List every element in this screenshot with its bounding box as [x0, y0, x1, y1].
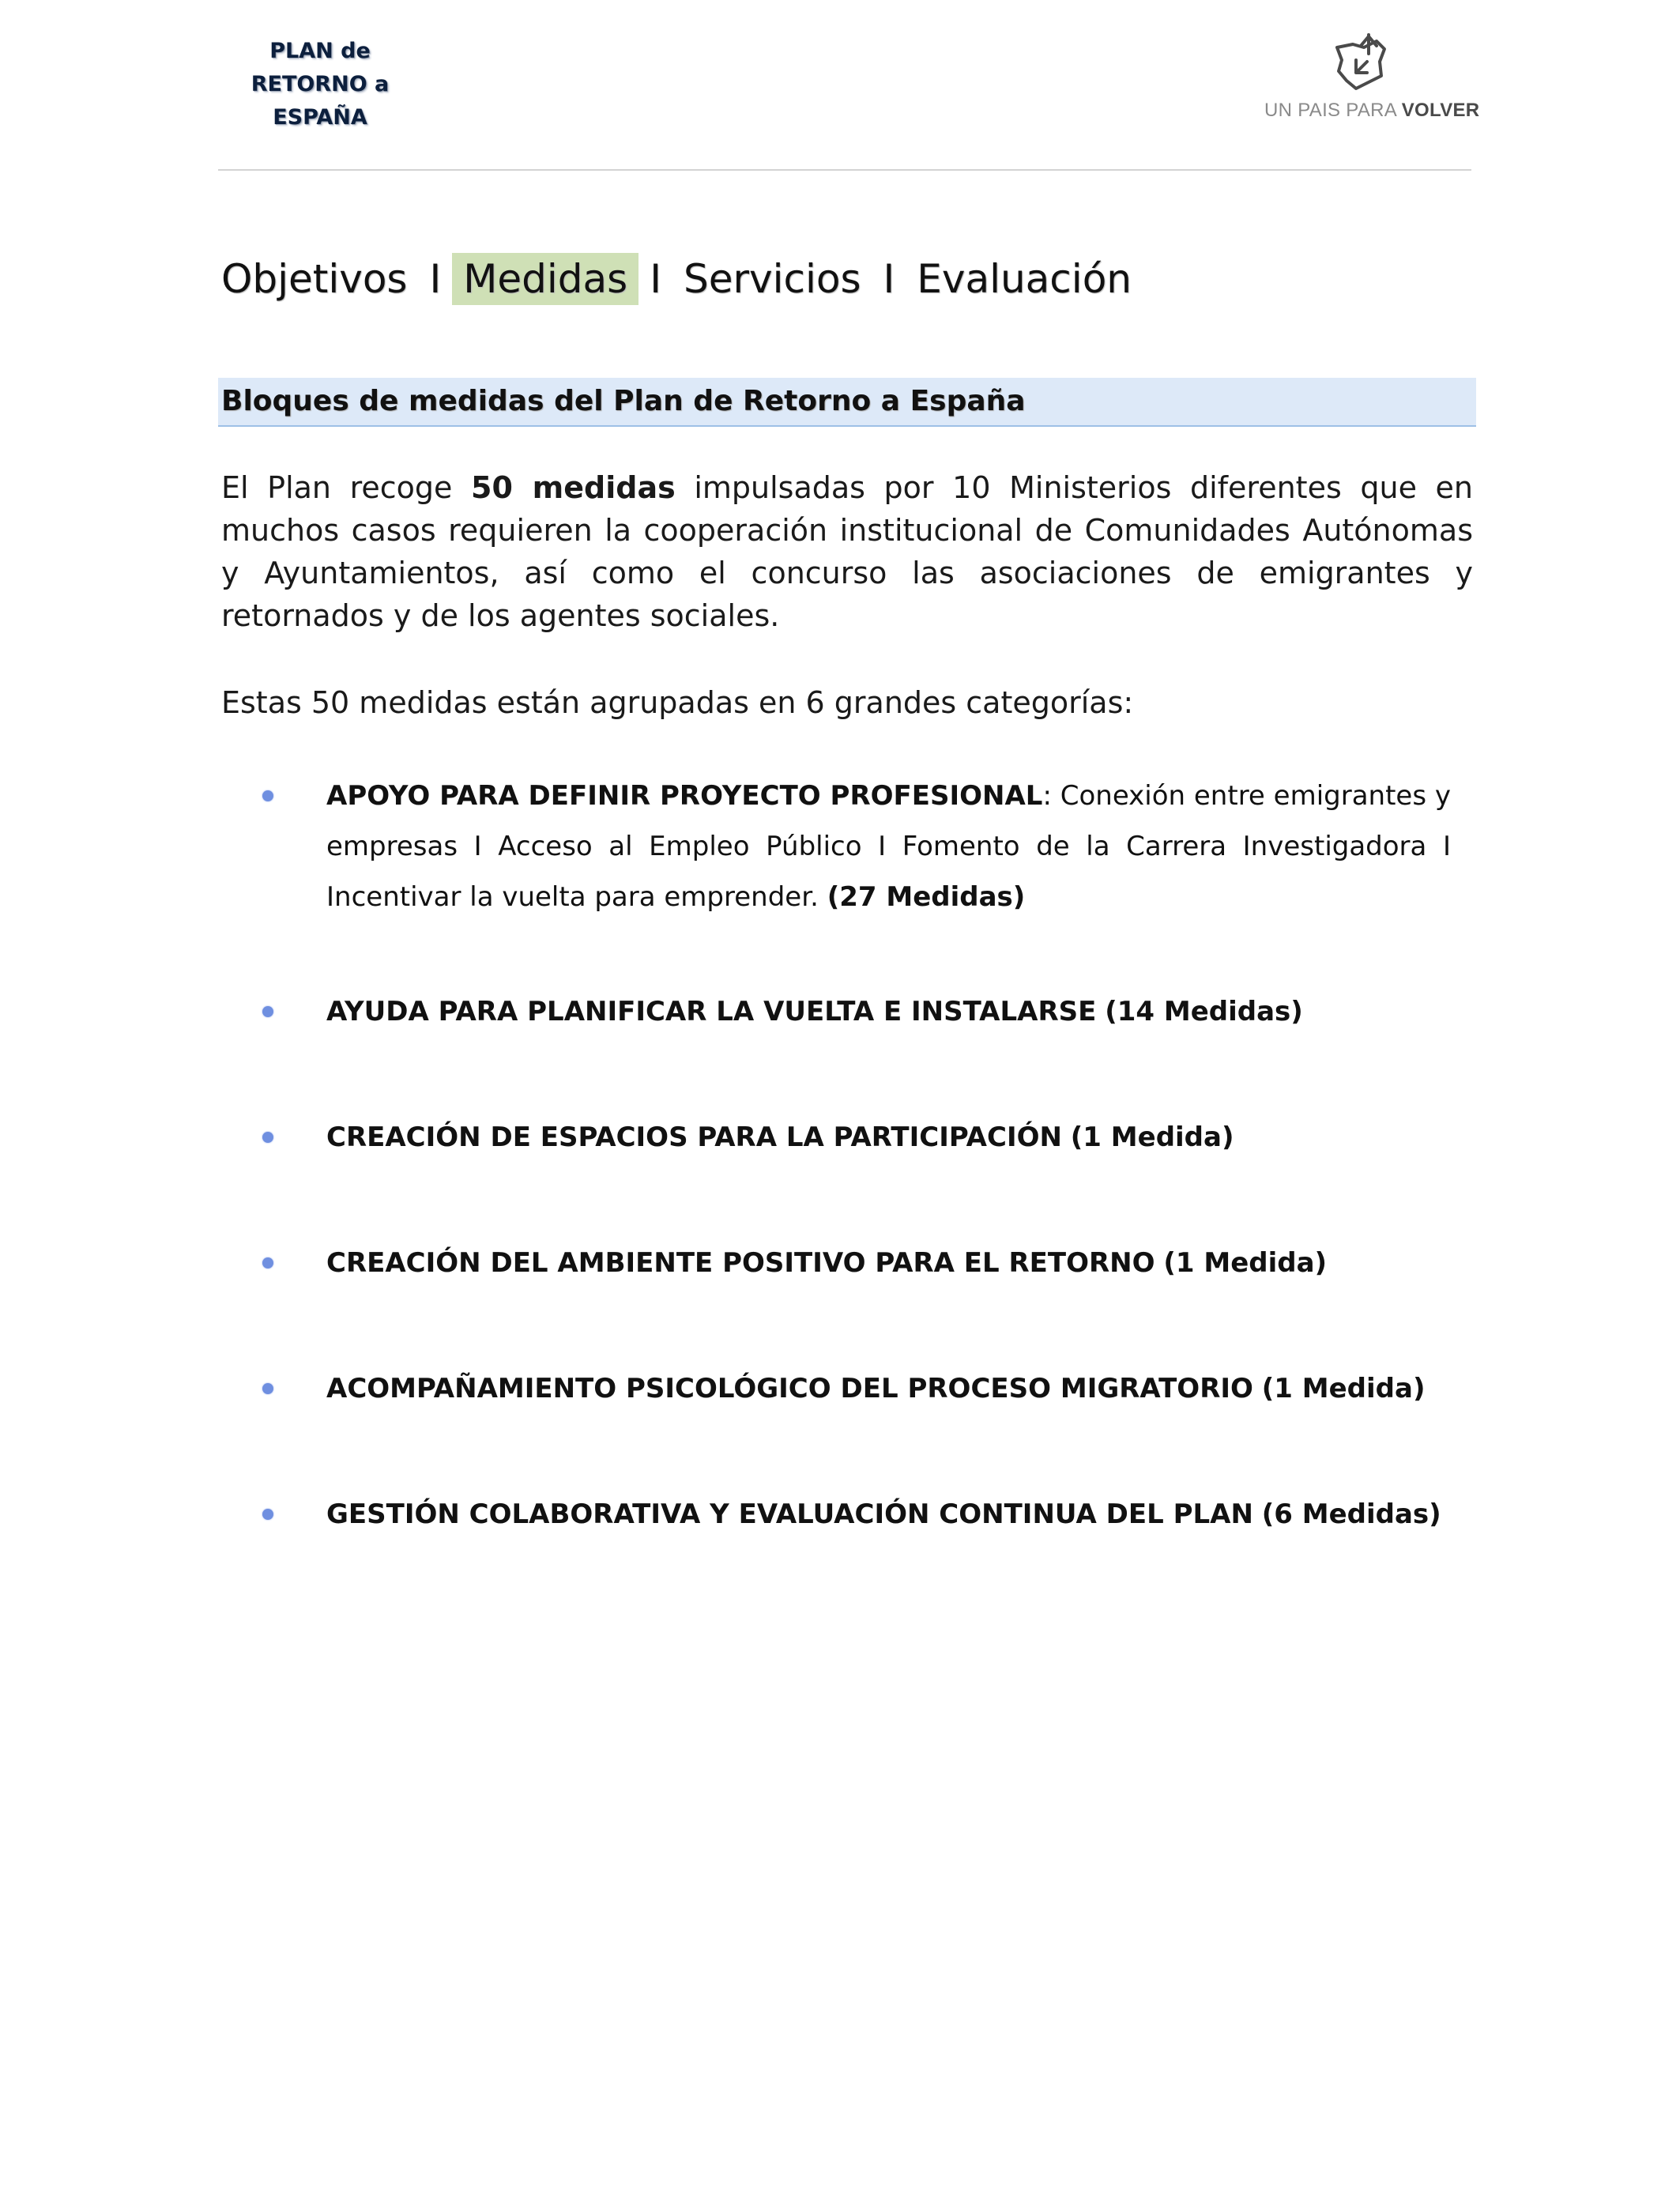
category-text: [326, 771, 1451, 922]
category-title: CREACIÓN DEL AMBIENTE POSITIVO PARA EL RETORNO: [326, 1247, 1155, 1279]
bullet-icon: [262, 790, 273, 801]
category-text: [326, 1363, 1451, 1414]
category-count: (6 Medidas): [1261, 1498, 1441, 1530]
intro-bold: 50 medidas: [471, 470, 676, 505]
plan-logo-line: PLAN de: [269, 39, 371, 63]
nav-separator: I: [883, 256, 895, 302]
section-heading: Bloques de medidas del Plan de Retorno a España: [218, 378, 1476, 427]
brand-logo: [1264, 30, 1480, 122]
header-divider: [218, 169, 1471, 171]
category-title: APOYO PARA DEFINIR PROYECTO PROFESIONAL: [326, 780, 1043, 812]
section-nav: [221, 249, 1143, 309]
list-item: [218, 771, 1451, 922]
intro-text: impulsadas por 10 Ministerios diferentes que en muchos casos requieren la cooperación institucional de Comunidades Autónomas y Ayuntamientos, así como el concurso las asociaciones de emigrantes y retornados y de los agentes sociales.: [221, 470, 1474, 633]
bullet-icon: [262, 1509, 273, 1520]
brand-text-light: UN PAIS PARA: [1264, 100, 1402, 121]
category-text: [326, 986, 1451, 1037]
bullet-icon: [262, 1132, 273, 1143]
intro-text: El Plan recoge: [221, 470, 472, 505]
nav-item-servicios[interactable]: Servicios: [683, 256, 861, 302]
list-item: [218, 1238, 1451, 1288]
nav-item-objetivos[interactable]: Objetivos: [221, 256, 408, 302]
brand-text: [1264, 100, 1480, 122]
category-text: [326, 1238, 1451, 1288]
plan-logo-line: RETORNO a: [250, 72, 390, 96]
list-item: [218, 1112, 1451, 1163]
bullet-icon: [262, 1257, 273, 1269]
category-title: GESTIÓN COLABORATIVA Y EVALUACIÓN CONTINUA DEL PLAN: [326, 1498, 1253, 1530]
category-title: ACOMPAÑAMIENTO PSICOLÓGICO DEL PROCESO MIGRATORIO: [326, 1373, 1253, 1404]
list-item: [218, 1489, 1451, 1540]
bullet-icon: [262, 1383, 273, 1394]
category-count: (1 Medida): [1163, 1247, 1328, 1279]
nav-separator: I: [429, 256, 442, 302]
category-count: (1 Medida): [1070, 1122, 1234, 1153]
category-text: [326, 1112, 1451, 1163]
category-count: (1 Medida): [1261, 1373, 1426, 1404]
category-text: [326, 1489, 1451, 1540]
category-count: (27 Medidas): [827, 881, 1026, 913]
bullet-icon: [262, 1006, 273, 1017]
list-item: [218, 1363, 1451, 1414]
nav-item-medidas[interactable]: Medidas: [452, 253, 638, 305]
category-description: : Conexión entre emigrantes y empresas I Acceso al Empleo Público I Fomento de la Carrera Investigadora I Incentivar la vuelta para emprender.: [326, 780, 1451, 913]
category-title: AYUDA PARA PLANIFICAR LA VUELTA E INSTALARSE: [326, 996, 1097, 1027]
nav-item-evaluacion[interactable]: Evaluación: [917, 256, 1132, 302]
plan-logo: [229, 35, 411, 134]
category-title: CREACIÓN DE ESPACIOS PARA LA PARTICIPACIÓN: [326, 1122, 1062, 1153]
nav-separator: I: [650, 256, 661, 302]
map-with-arrow-icon: [1329, 30, 1389, 93]
brand-text-bold: VOLVER: [1401, 100, 1480, 121]
intro-paragraph: [221, 466, 1473, 637]
summary-paragraph: Estas 50 medidas están agrupadas en 6 grandes categorías:: [221, 685, 1134, 720]
list-item: [218, 986, 1451, 1037]
plan-logo-line: ESPAÑA: [273, 105, 367, 130]
category-count: (14 Medidas): [1105, 996, 1303, 1027]
